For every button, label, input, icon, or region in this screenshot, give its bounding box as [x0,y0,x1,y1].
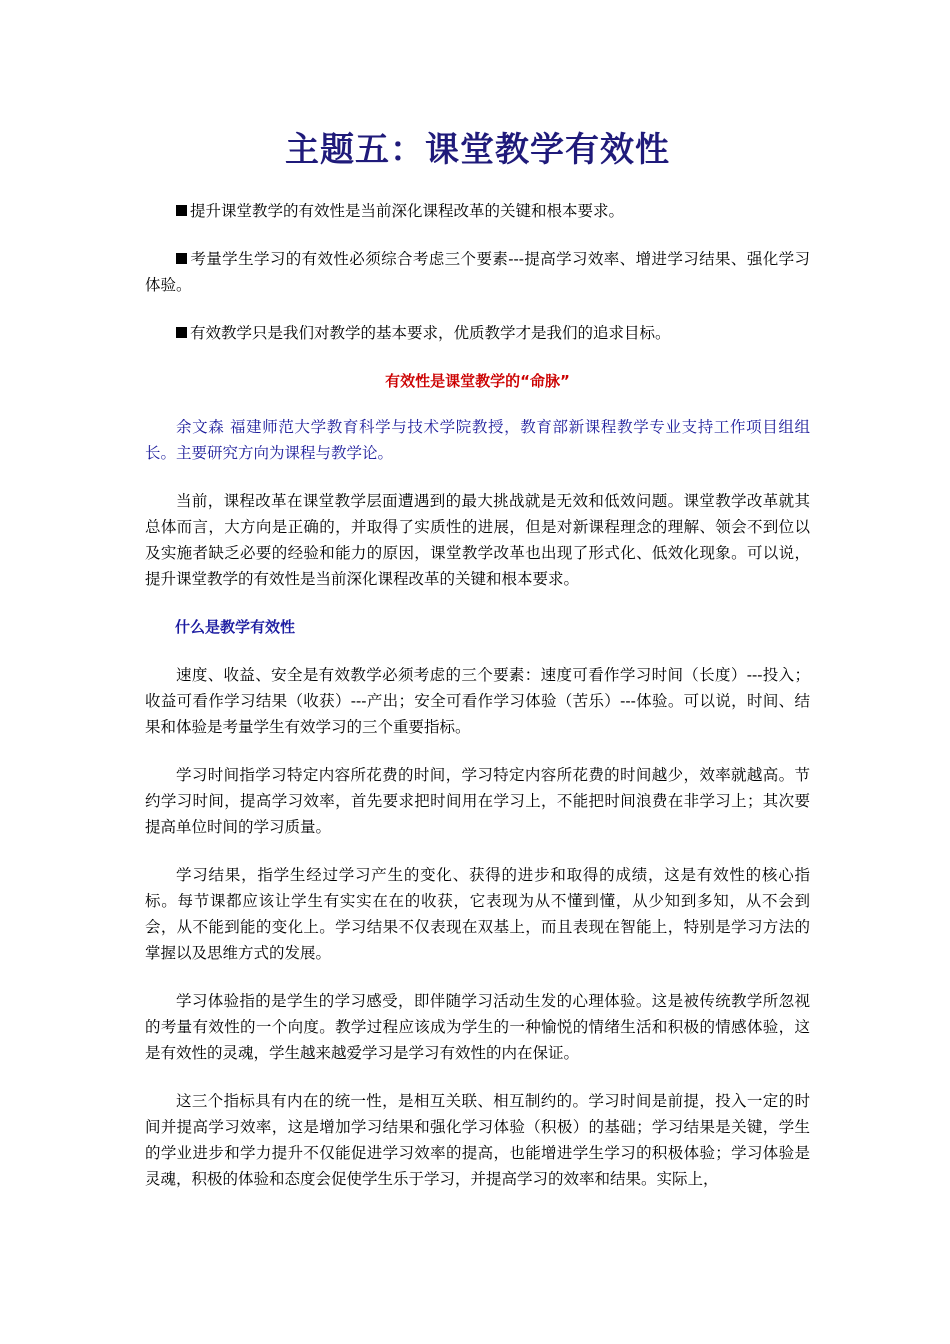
body-paragraph-5: 这三个指标具有内在的统一性，是相互关联、相互制约的。学习时间是前提，投入一定的时间并提高学习效率，这是增加学习结果和强化学习体验（积极）的基础；学习结果是关键，学生的学业进步和学力提升不仅能促进学习效率的提高，也能增进学生学习的积极体验；学习体验是灵魂，积极的体验和态度会促使学生乐于学习，并提高学习的效率和结果。实际上， [145,1092,810,1188]
author-info: 余文森 福建师范大学教育科学与技术学院教授，教育部新课程教学专业支持工作项目组组长。主要研究方向为课程与教学论。 [145,418,810,462]
section-heading: 什么是教学有效性 [175,618,296,636]
square-bullet-icon [176,327,187,338]
body-paragraph-4: 学习体验指的是学生的学习感受，即伴随学习活动生发的心理体验。这是被传统教学所忽视的考量有效性的一个向度。教学过程应该成为学生的一种愉悦的情绪生活和积极的情感体验，这是有效性的灵魂，学生越来越爱学习是学习有效性的内在保证。 [145,992,810,1062]
square-bullet-icon [176,205,187,216]
square-bullet-icon [176,253,187,264]
document-page [145,128,810,1192]
body-paragraph-1: 速度、收益、安全是有效教学必须考虑的三个要素：速度可看作学习时间（长度）---投入；收益可看作学习结果（收获）---产出；安全可看作学习体验（苦乐）---体验。可以说，时间、结果和体验是考量学生有效学习的三个重要指标。 [145,666,810,736]
bullet-item-1 [145,198,810,224]
page-title: 主题五：课堂教学有效性 [285,130,670,170]
bullet-text: 有效教学只是我们对教学的基本要求，优质教学才是我们的追求目标。 [190,324,671,342]
article-subtitle: 有效性是课堂教学的“命脉” [385,372,570,390]
bullet-text: 考量学生学习的有效性必须综合考虑三个要素---提高学习效率、增进学习结果、强化学习体验。 [145,250,810,294]
bullet-item-3 [145,320,810,346]
body-paragraph-3: 学习结果，指学生经过学习产生的变化、获得的进步和取得的成绩，这是有效性的核心指标。每节课都应该让学生有实实在在的收获，它表现为从不懂到懂，从少知到多知，从不会到会，从不能到能的变化上。学习结果不仅表现在双基上，而且表现在智能上，特别是学习方法的掌握以及思维方式的发展。 [145,866,810,962]
bullet-item-2 [145,246,810,298]
body-paragraph-2: 学习时间指学习特定内容所花费的时间，学习特定内容所花费的时间越少，效率就越高。节约学习时间，提高学习效率，首先要求把时间用在学习上，不能把时间浪费在非学习上；其次要提高单位时间的学习质量。 [145,766,810,836]
intro-paragraph: 当前，课程改革在课堂教学层面遭遇到的最大挑战就是无效和低效问题。课堂教学改革就其总体而言，大方向是正确的，并取得了实质性的进展，但是对新课程理念的理解、领会不到位以及实施者缺乏必要的经验和能力的原因，课堂教学改革也出现了形式化、低效化现象。可以说，提升课堂教学的有效性是当前深化课程改革的关键和根本要求。 [145,492,810,588]
bullet-text: 提升课堂教学的有效性是当前深化课程改革的关键和根本要求。 [190,202,625,220]
